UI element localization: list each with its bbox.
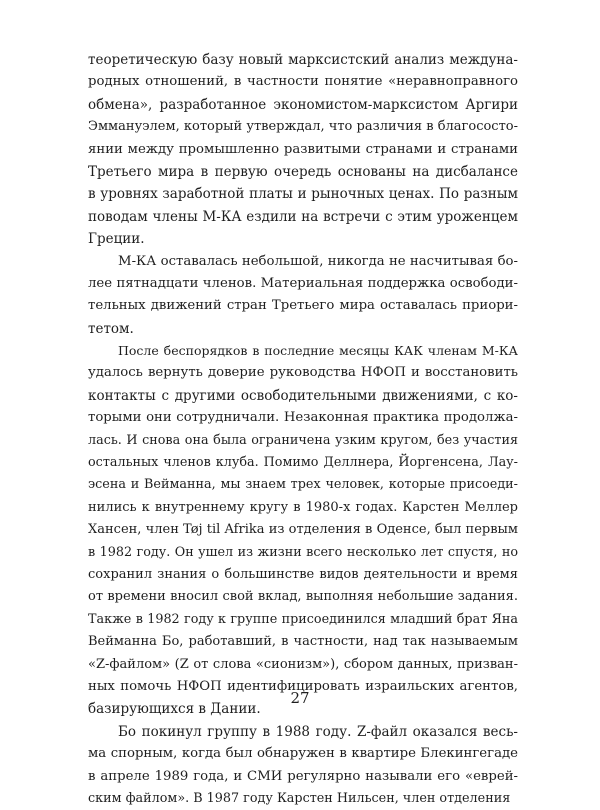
text-line: в апреле 1989 года, и СМИ регулярно называли его «еврей- (88, 768, 518, 784)
text-line: ским файлом». В 1987 году Карстен Нильсен, член отделения (88, 790, 511, 806)
paragraph (88, 49, 518, 251)
text-line: остальных членов клуба. Помимо Деллнера, Йоргенсена, Лау- (88, 455, 518, 471)
text-line: Хансен, член Tøj til Afrika из отделения в Оденсе, был первым (88, 522, 518, 538)
text-line: контакты с другими освободительными движениями, с ко- (88, 387, 518, 404)
text-line: М-КА оставалась небольшой, никогда не насчитывая бо- (118, 253, 518, 269)
page-number: 27 (290, 689, 310, 707)
text-line: в 1982 году. Он ушел из жизни всего несколько лет спустя, но (88, 544, 518, 560)
text-line: нились к внутреннему кругу в 1980-х годах. Карстен Меллер (88, 499, 518, 515)
text-line: от времени вносил свой вклад, выполняя небольшие задания. (88, 589, 518, 605)
text-line: лась. И снова она была ограничена узким кругом, без участия (88, 432, 518, 448)
text-line: родных отношений, в частности понятие «неравноправного (88, 74, 518, 90)
text-line: Эммануэлем, который утверждал, что различия в благососто- (88, 119, 518, 135)
text-line: «Z-файлом» (Z от слова «сионизм»), сбором данных, призван- (88, 656, 518, 672)
text-line: теоретическую базу новый марксистский анализ междуна- (88, 52, 518, 68)
text-line: ных помочь НФОП идентифицировать израильских агентов, (88, 678, 518, 694)
text-line: Греции. (88, 231, 145, 248)
text-line: Бо покинул группу в 1988 году. Z-файл оказался весь- (118, 723, 518, 740)
text-line: После беспорядков в последние месяцы КАК членам М-КА (118, 343, 518, 359)
text-line: удалось вернуть доверие руководства НФОП и восстановить (88, 365, 518, 381)
text-line: обмена», разработанное экономистом-марксистом Аргири (88, 96, 518, 113)
text-line: янии между промышленно развитыми странами и странами (88, 141, 518, 157)
text-line: поводам члены М-КА ездили на встречи с этим уроженцем (88, 208, 518, 225)
text-line: тетом. (88, 320, 134, 337)
text-line: Третьего мира в первую очередь основаны на дисбалансе (88, 163, 518, 180)
text-line: торыми они сотрудничали. Незаконная практика продолжа- (88, 410, 518, 426)
text-line: ма спорным, когда был обнаружен в квартире Блекингегаде (88, 746, 518, 762)
paragraph (88, 251, 518, 341)
text-line: базирующихся в Дании. (88, 701, 261, 718)
paragraph (88, 340, 518, 721)
text-line: тельных движений стран Третьего мира оставалась приори- (88, 298, 518, 314)
text-line: Также в 1982 году к группе присоединился младший брат Яна (88, 611, 518, 627)
text-line: сохранил знания о большинстве видов деятельности и время (88, 566, 518, 582)
text-line: лее пятнадцати членов. Материальная поддержка освободи- (88, 275, 518, 291)
paragraph (88, 721, 518, 810)
text-line: в уровнях заработной платы и рыночных ценах. По разным (88, 186, 518, 203)
text-line: Вейманна Бо, работавший, в частности, над так называемым (88, 634, 518, 650)
text-line: эсена и Вейманна, мы знаем трех человек, которые присоеди- (88, 477, 518, 493)
